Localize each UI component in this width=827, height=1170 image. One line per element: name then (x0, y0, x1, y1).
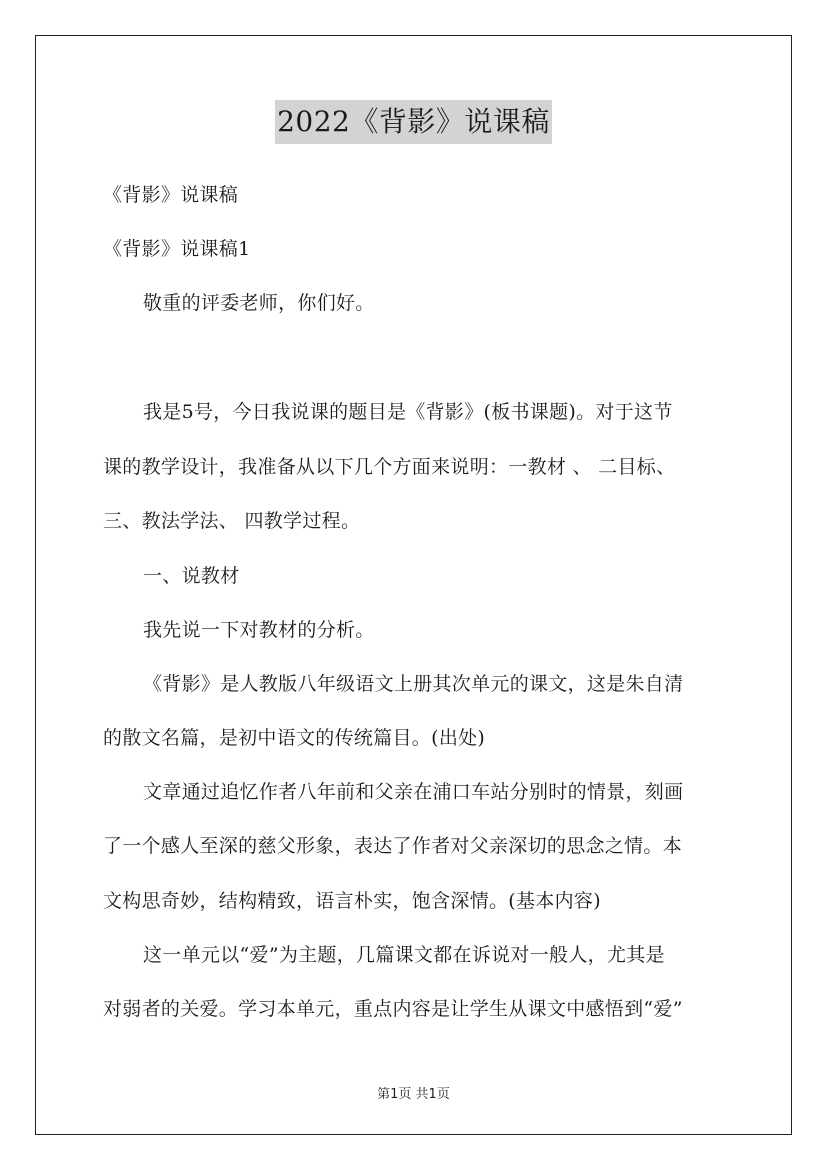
document-title: 2022《背影》说课稿 (275, 100, 552, 144)
text-line: 的散文名篇，是初中语文的传统篇目。(出处) (103, 727, 486, 749)
text-line: 这一单元以“爱”为主题，几篇课文都在诉说对一般人，尤其是 (143, 944, 665, 966)
text-line: 《背影》说课稿 (103, 184, 239, 206)
text-line: 一、说教材 (143, 565, 240, 587)
text-line: 文构思奇妙，结构精致，语言朴实，饱含深情。(基本内容) (103, 890, 601, 912)
text-line: 《背影》是人教版八年级语文上册其次单元的课文，这是朱自清 (143, 673, 684, 695)
text-line: 课的教学设计，我准备从以下几个方面来说明：一教材 、 二目标、 (103, 456, 676, 478)
text-line: 三、教法学法、 四教学过程。 (103, 510, 361, 532)
title-wrap (0, 100, 827, 144)
text-line: 文章通过追忆作者八年前和父亲在浦口车站分别时的情景，刻画 (143, 781, 684, 803)
page-footer: 第1页 共1页 (377, 1087, 450, 1102)
text-line: 我先说一下对教材的分析。 (143, 619, 375, 641)
text-line: 了一个感人至深的慈父形象，表达了作者对父亲深切的思念之情。本 (103, 835, 683, 857)
text-line: 《背影》说课稿1 (103, 238, 251, 260)
text-line: 我是5号，今日我说课的题目是《背影》(板书课题)。对于这节 (143, 401, 673, 423)
text-line: 对弱者的关爱。学习本单元，重点内容是让学生从课文中感悟到“爱” (103, 998, 683, 1020)
text-line: 敬重的评委老师，你们好。 (143, 292, 375, 314)
